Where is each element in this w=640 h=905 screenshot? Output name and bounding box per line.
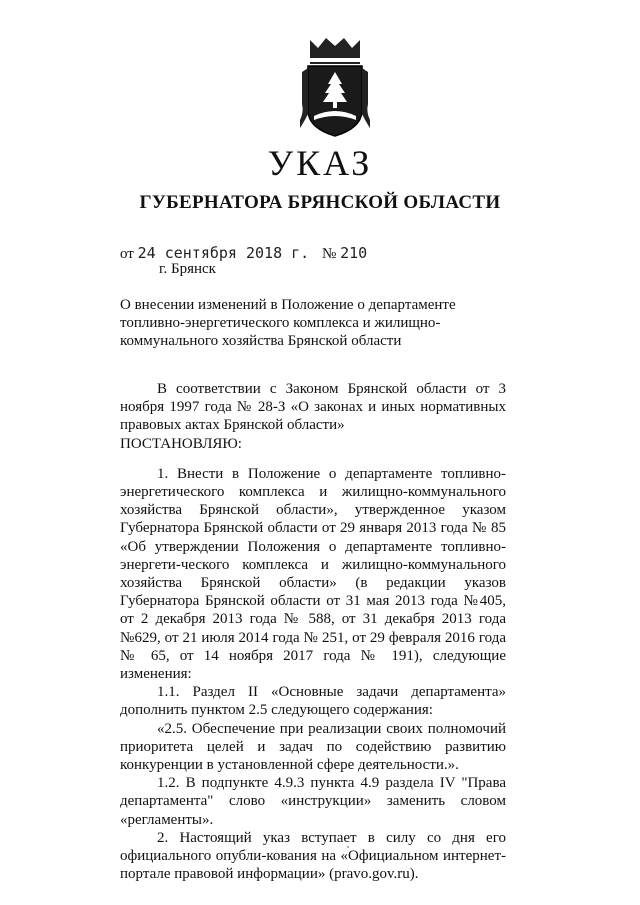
item-2-paragraph: 2. Настоящий указ вступает в силу со дня его официального опубли-кования на «Официальном интернет-портале правовой информации» (pravo.gov.ru). (120, 829, 506, 883)
coat-of-arms-emblem (296, 36, 374, 140)
decree-body (120, 380, 506, 883)
scan-speck (347, 846, 349, 848)
item-1-paragraph: 1. Внести в Положение о департаменте топливно-энергетического комплекса и жилищно-коммунального хозяйства Брянской области», утвержденное указом Губернатора Брянской области от 29 января 2013 года № 85 «Об утверждении Положения о департаменте топливно-энергети-ческого комплекса и жилищно-коммунального хозяйства Брянской области» (в редакции указов Губернатора Брянской области от 31 мая 2013 года №405, от 2 декабря 2013 года № 588, от 31 декабря 2013 года №629, от 21 июля 2014 года № 251, от 29 февраля 2016 года № 65, от 14 ноября 2017 года № 191), следующие изменения: (120, 465, 506, 683)
date-value: 24 сентября 2018 г. (137, 244, 310, 262)
decree-statement: ПОСТАНОВЛЯЮ: (120, 435, 242, 452)
preamble-paragraph: В соответствии с Законом Брянской области от 3 ноября 1997 года № 28-З «О законах и иных нормативных правовых актах Брянской области» (120, 381, 506, 434)
document-subtitle: ГУБЕРНАТОРА БРЯНСКОЙ ОБЛАСТИ (139, 192, 501, 213)
number-prefix: № (322, 246, 337, 262)
decree-number (322, 244, 367, 263)
document-title: УКАЗ (267, 143, 373, 183)
decree-city: г. Брянск (159, 261, 216, 277)
item-2-5-paragraph: «2.5. Обеспечение при реализации своих полномочий приоритета целей и задач по содействию развитию конкуренции в установленной сфере деятельности.». (120, 720, 506, 774)
item-1-2-paragraph: 1.2. В подпункте 4.9.3 пункта 4.9 раздела IV "Права департамента" слово «инструкции» заменить словом «регламенты». (120, 775, 506, 828)
number-value: 210 (340, 244, 368, 262)
item-1-1-paragraph: 1.1. Раздел II «Основные задачи департамента» дополнить пунктом 2.5 следующего содержания: (120, 684, 506, 719)
date-prefix: от (120, 246, 134, 262)
decree-subject: О внесении изменений в Положение о департаменте топливно-энергетического комплекса и жилищно-коммунального хозяйства Брянской области (120, 297, 456, 349)
